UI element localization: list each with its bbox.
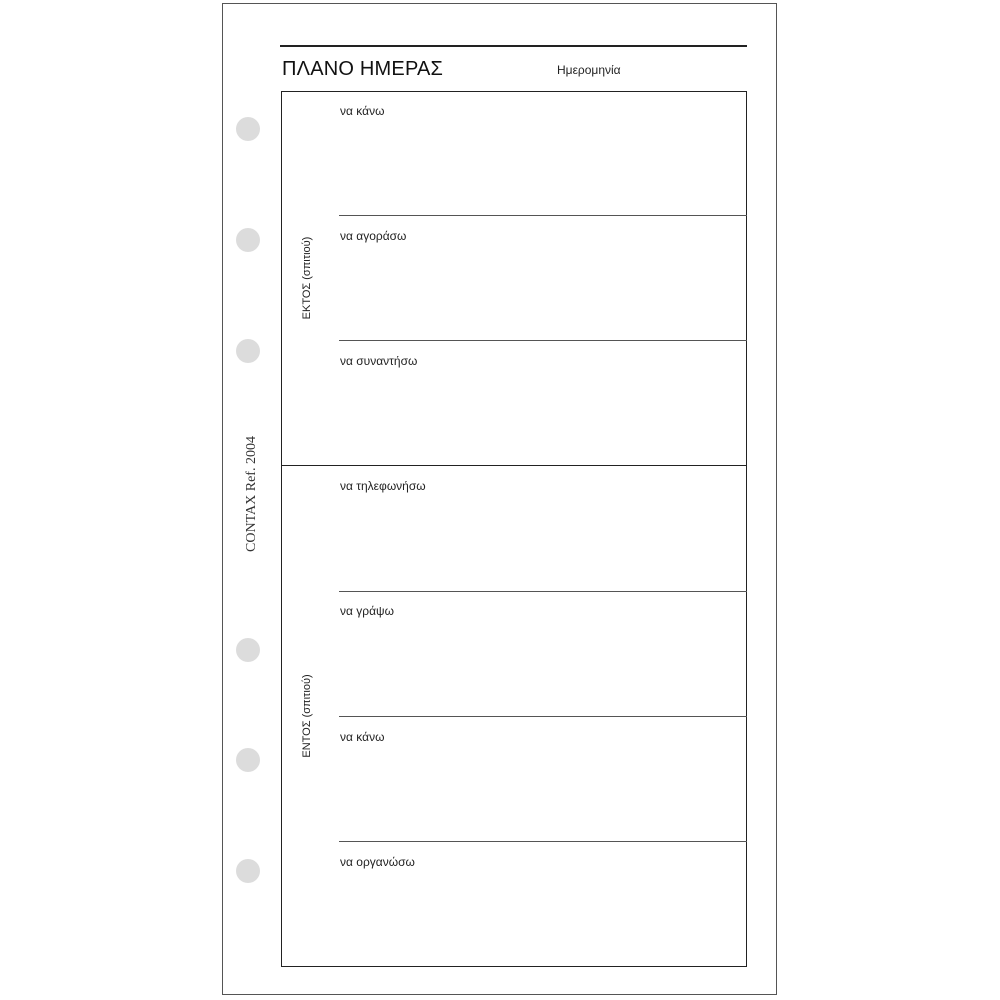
binder-hole-3 xyxy=(236,339,260,363)
section-label-outside: ΕΚΤΟΣ (σπιτιού) xyxy=(301,236,313,320)
binder-hole-5 xyxy=(236,748,260,772)
row-divider xyxy=(339,591,747,592)
binder-hole-2 xyxy=(236,228,260,252)
header-rule xyxy=(280,45,747,47)
section-divider xyxy=(281,465,747,466)
row-divider xyxy=(339,215,747,216)
row-divider xyxy=(339,841,747,842)
row-label-to-meet: να συναντήσω xyxy=(340,354,418,368)
binder-hole-1 xyxy=(236,117,260,141)
row-divider xyxy=(339,340,747,341)
row-label-to-do: να κάνω xyxy=(340,104,385,118)
page-title: ΠΛΑΝΟ ΗΜΕΡΑΣ xyxy=(282,58,444,80)
row-label-to-organize: να οργανώσω xyxy=(340,855,415,869)
row-label-to-write: να γράψω xyxy=(340,604,394,618)
row-label-to-do-inside: να κάνω xyxy=(340,730,385,744)
row-label-to-call: να τηλεφωνήσω xyxy=(340,479,426,493)
planner-grid xyxy=(281,91,747,967)
binder-hole-6 xyxy=(236,859,260,883)
row-divider xyxy=(339,716,747,717)
date-label: Ημερομηνία xyxy=(557,63,621,77)
section-label-inside: ΕΝΤΟΣ (σπιτιού) xyxy=(301,674,313,758)
row-label-to-buy: να αγοράσω xyxy=(340,229,407,243)
brand-reference: CONTAX Ref. 2004 xyxy=(244,436,259,552)
binder-hole-4 xyxy=(236,638,260,662)
